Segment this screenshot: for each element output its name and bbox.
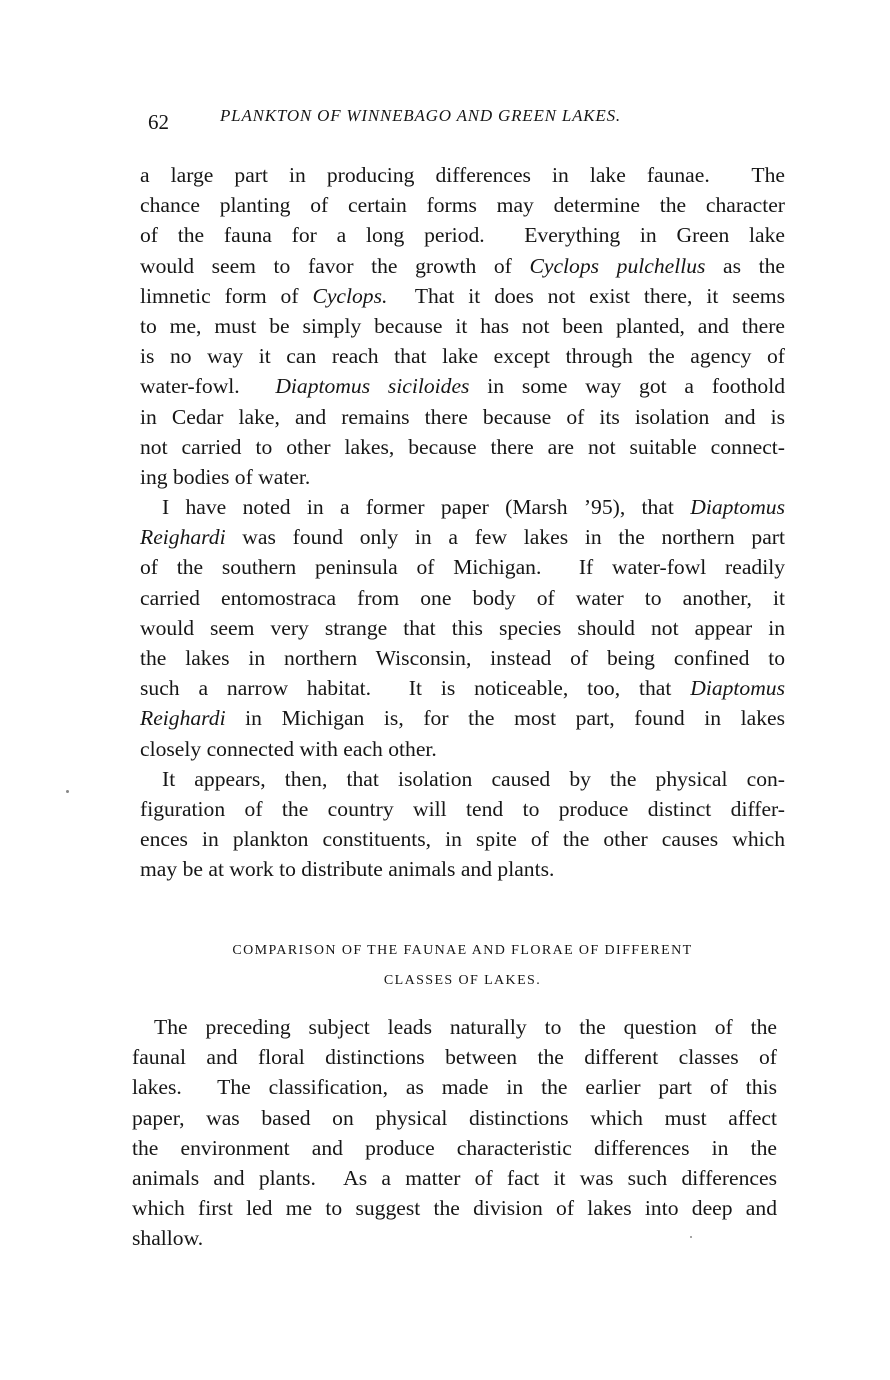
species-name: Cyclops pulchellus	[529, 253, 706, 278]
paragraph-3	[140, 764, 785, 885]
text-run: water-fowl.	[140, 374, 276, 399]
running-title: PLANKTON OF WINNEBAGO AND GREEN LAKES.	[220, 106, 621, 125]
text-run: would seem to favor the growth of	[140, 253, 530, 278]
text-run: such a narrow habitat. It is noticeable, too, that	[140, 676, 691, 701]
text-line: It appears, then, that isolation caused by the physical con-	[162, 766, 785, 791]
paper-speck	[690, 1236, 692, 1238]
text-run: That it does not exist there, it seems	[387, 283, 785, 308]
text-line	[140, 522, 785, 552]
text-line: in Cedar lake, and remains there because of its isolation and is	[140, 404, 785, 429]
text-line: the environment and produce characteristic differences in the	[132, 1135, 777, 1160]
text-run: in some way got a foothold	[469, 374, 785, 399]
main-text-block	[140, 160, 785, 885]
text-line: ences in plankton constituents, in spite of the other causes which	[140, 827, 785, 852]
text-line: is no way it can reach that lake except through the agency of	[140, 344, 785, 369]
text-line: closely connected with each other.	[140, 736, 437, 761]
text-line: may be at work to distribute animals and plants.	[140, 857, 555, 882]
text-line	[140, 371, 785, 401]
text-line: to me, must be simply because it has not been planted, and there	[140, 313, 785, 338]
text-line: of the southern peninsula of Michigan. If water-fowl readily	[140, 555, 785, 580]
text-line: the lakes in northern Wisconsin, instead of being confined to	[140, 646, 785, 670]
text-line: paper, was based on physical distinctions which must affect	[132, 1105, 777, 1130]
paragraph-2	[140, 492, 785, 764]
text-line: which first led me to suggest the division of lakes into deep and	[132, 1196, 777, 1221]
page-number: 62	[148, 110, 169, 134]
section-heading-line: COMPARISON OF THE FAUNAE AND FLORAE OF DIFFERENT	[232, 943, 693, 958]
text-run: I have noted in a former paper (Marsh ’95), that	[162, 495, 691, 520]
section-heading	[140, 936, 785, 996]
text-line: shallow.	[132, 1226, 204, 1251]
text-line	[140, 281, 785, 311]
text-line: carried entomostraca from one body of water to another, it	[140, 585, 785, 610]
text-line: animals and plants. As a matter of fact it was such differences	[132, 1165, 777, 1190]
text-line	[140, 251, 785, 281]
text-run: was found only in a few lakes in the northern part	[225, 525, 785, 550]
species-name: Diaptomus	[690, 676, 785, 701]
text-line: figuration of the country will tend to produce distinct differ-	[140, 796, 785, 821]
text-line	[140, 703, 785, 733]
text-line: a large part in producing differences in lake faunae. The	[140, 163, 785, 187]
species-name: Reighardi	[140, 706, 226, 731]
text-run: limnetic form of	[140, 283, 313, 308]
text-line	[140, 673, 785, 703]
text-line: not carried to other lakes, because there are not suitable connect-	[140, 434, 785, 459]
species-name: Reighardi	[140, 525, 226, 550]
text-line: The preceding subject leads naturally to the question of the	[154, 1015, 777, 1039]
paragraph-1	[140, 160, 785, 492]
species-name: Diaptomus	[690, 495, 785, 520]
section-text-block	[132, 1012, 777, 1254]
text-line: ing bodies of water.	[140, 464, 311, 489]
section-heading-line: CLASSES OF LAKES.	[383, 973, 542, 988]
text-line: would seem very strange that this species should not appear in	[140, 615, 785, 640]
text-line: faunal and floral distinctions between the different classes of	[132, 1045, 777, 1070]
running-head	[148, 106, 728, 136]
text-line	[140, 492, 785, 522]
text-line: chance planting of certain forms may determine the character	[140, 193, 785, 218]
text-line: lakes. The classification, as made in the earlier part of this	[132, 1075, 777, 1100]
paragraph-4	[132, 1012, 777, 1254]
text-line: of the fauna for a long period. Everything in Green lake	[140, 223, 785, 248]
paper-speck	[66, 790, 69, 793]
species-name: Cyclops.	[312, 283, 388, 308]
text-run: as the	[705, 253, 785, 278]
species-name: Diaptomus siciloides	[275, 374, 470, 399]
text-run: in Michigan is, for the most part, found in lakes	[225, 706, 785, 731]
